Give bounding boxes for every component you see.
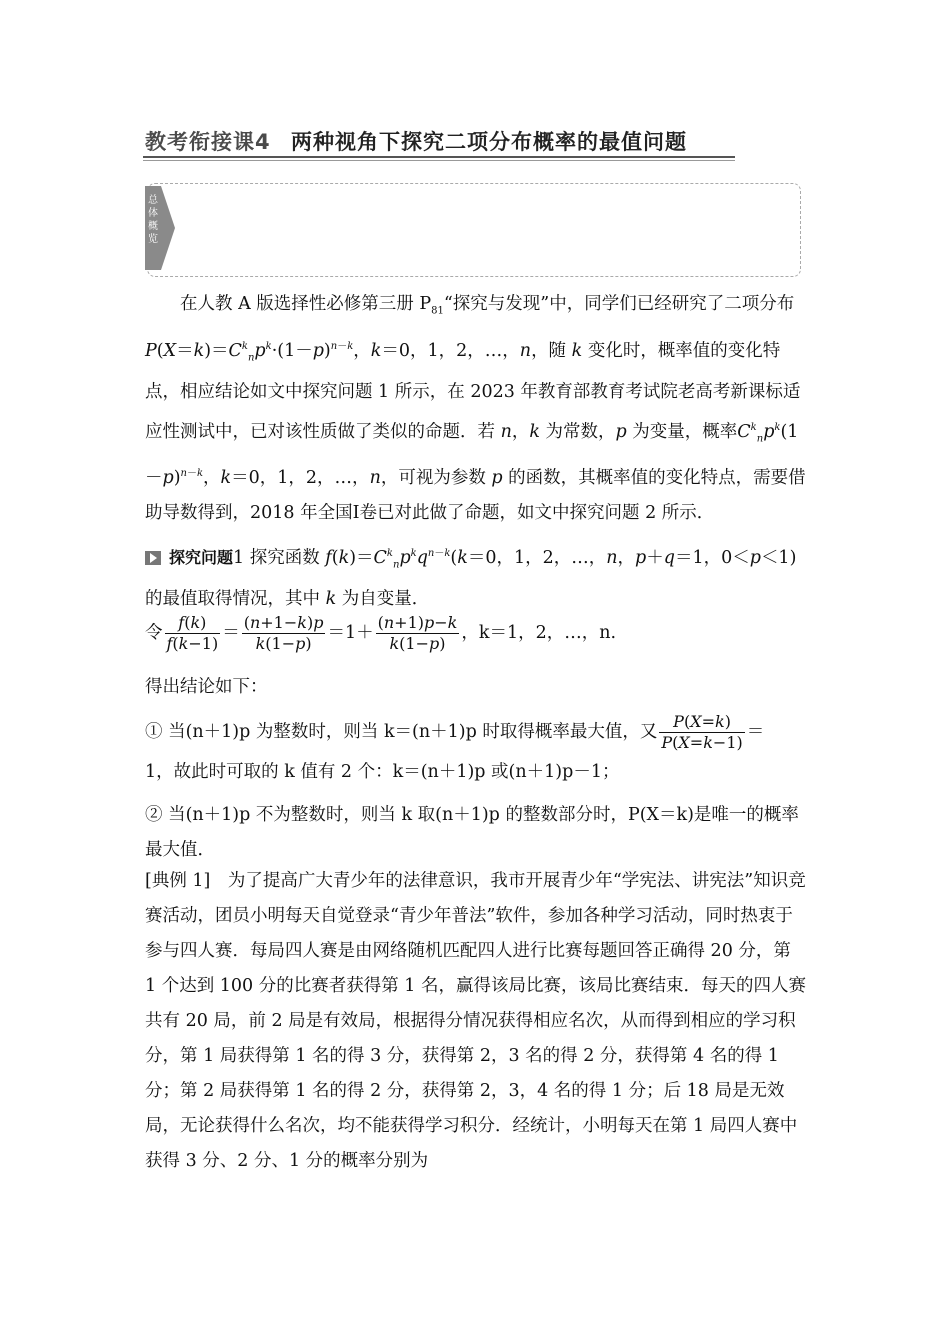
intro-paragraph: 在人教 A 版选择性必修第三册 $P_{81}“$探究与发现”中，同学们已经研究了二项分布 $P(X=k)=C^k_np^k\cdot(1-p)^{n-k}$，k＝0，1，2，…，n，随 k 变化时，概率值的变化特点，相应结论如文中探究问题 1 所示，在 2023 年教育部教育考试院老高考新课标适应性测试中，已对该性质做了类似的命题．若 n，k 为常数，p 为变量，概率$C^k_np^k(1-p)^{n-k}$，k＝0，1，2，…，n，可视为参数 p 的函数，其概率值的变化特点，需要借助导数得到，2018 年全国Ⅰ卷已对此做了命题，如文中探究问题 2 所示．	[145, 294, 806, 523]
conclusion-2: ② 当(n＋1)p 不为整数时，则当 k 取(n＋1)p 的整数部分时，P(X＝k)是唯一的概率最大值．	[145, 805, 799, 860]
overview-box	[147, 183, 801, 277]
problem-1: 探究问题1 探究函数 $f(k)=C^k_np^kq^{n-k}(k=0$，1，2，…，n，p＋q＝1，0＜p＜1)的最值取得情况，其中 k 为自变量．	[145, 547, 797, 610]
conclusion-heading: 得出结论如下：	[145, 677, 268, 697]
play-icon	[145, 551, 161, 565]
title-underline	[143, 156, 735, 158]
title-underline-thin	[143, 160, 735, 161]
example-label: [典例 1]	[145, 871, 211, 891]
example-1: [典例 1] 为了提高广大青少年的法律意识，我市开展青少年“学宪法、讲宪法”知识竞赛活动，团员小明每天自觉登录“青少年普法”软件，参加各种学习活动，同时热衷于参与四人赛．每局四人赛是由网络随机匹配四人进行比赛每题回答正确得 20 分，第 1 个达到 100 分的比赛者获得第 1 名，赢得该局比赛，该局比赛结束．每天的四人赛共有 20 局，前 2 局是有效局，根据得分情况获得相应名次，从而得到相应的学习积分，第 1 局获得第 1 名的得 3 分，获得第 2，3 名的得 2 分，获得第 4 名的得 1 分；第 2 局获得第 1 名的得 2 分，获得第 2，3，4 名的得 1 分；后 18 局是无效局，无论获得什么名次，均不能获得学习积分．经统计，小明每天在第 1 局四人赛中获得 3 分、2 分、1 分的概率分别为	[145, 871, 806, 1171]
overview-tag	[145, 186, 175, 270]
series-label: 教考衔接课4	[145, 130, 271, 154]
conclusion-1: ① 当(n＋1)p 为整数时，则当 k＝(n＋1)p 时取得概率最大值，又 $\frac{P(X=k)}{P(X=k-1)}$ ＝ 1，故此时可取的 k 值有 2 个：k＝(n＋1)p 或(n＋1)p－1；	[145, 712, 765, 782]
ratio-formula: 令 $\frac{f(k)}{f(k-1)}$ ＝ $\frac{(n+1-k)p}{k(1-p)}$ ＝1＋ $\frac{(n+1)p-k}{k(1-p)}$ ，k＝1，2，…，n.	[145, 613, 617, 653]
overview-tag-label: 总体概览	[148, 195, 158, 245]
page-title: 两种视角下探究二项分布概率的最值问题	[291, 130, 687, 154]
section-header	[143, 124, 735, 164]
problem-label: 探究问题	[169, 547, 234, 567]
